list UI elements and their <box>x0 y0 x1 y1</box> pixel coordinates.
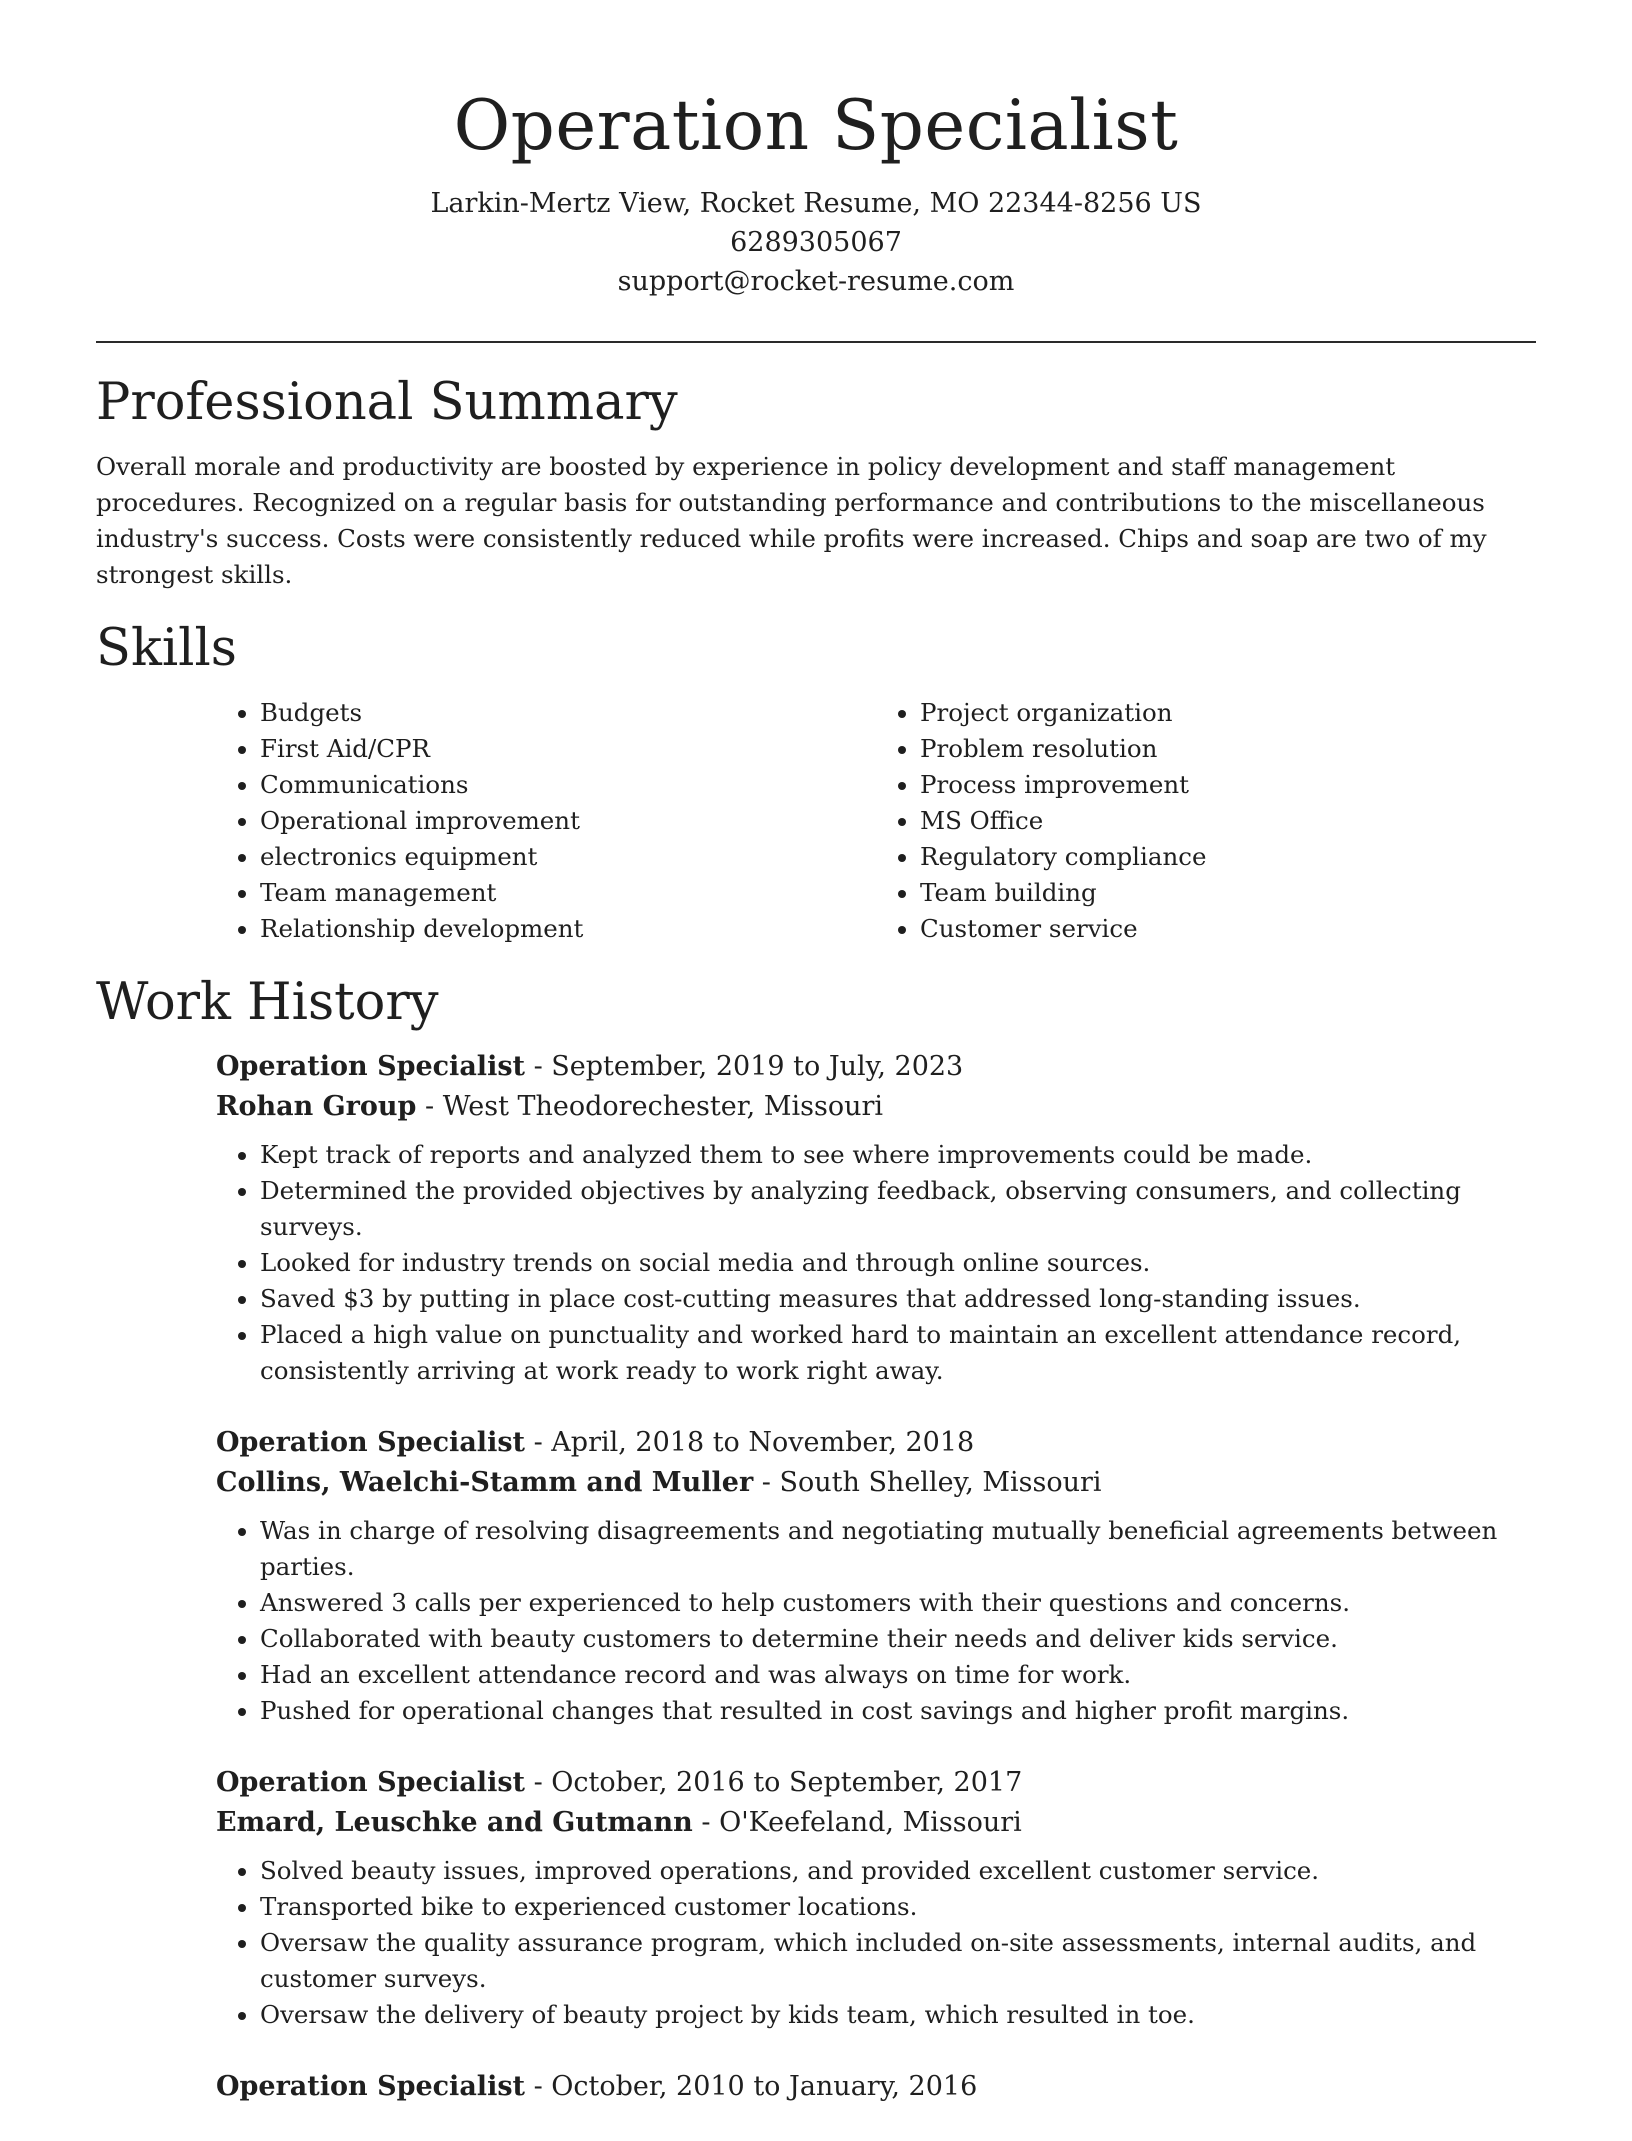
job-title-line <box>216 1047 1536 1087</box>
skill-item: • Relationship development <box>260 911 876 947</box>
contact-address: Larkin-Mertz View, Rocket Resume, MO 22344-8256 US <box>430 188 1202 219</box>
job-duty-item: • Placed a high value on punctuality and worked hard to maintain an excellent attendance record, consistently arriving at work ready to work right away. <box>260 1317 1536 1389</box>
job-location: - O'Keefeland, Missouri <box>692 1807 1022 1838</box>
job-company-line <box>216 1803 1536 1843</box>
job-company: Emard, Leuschke and Gutmann <box>216 1807 693 1838</box>
job-company: Rohan Group <box>216 1091 417 1122</box>
job-duties-list <box>216 1137 1536 1389</box>
resume-header <box>96 0 1536 301</box>
work-section <box>96 971 1536 2107</box>
job-entry <box>216 2067 1536 2107</box>
job-duty-item: • Was in charge of resolving disagreements and negotiating mutually beneficial agreements between parties. <box>260 1513 1536 1585</box>
job-dates: - October, 2016 to September, 2017 <box>525 1767 1023 1798</box>
summary-text: Overall morale and productivity are boosted by experience in policy development and staff management procedures. Recognized on a regular basis for outstanding performance and contributions to the miscellaneous industry's success. Costs were consistently reduced while profits were increased. Chips and soap are two of my strongest skills. <box>96 452 1487 589</box>
job-dates: - October, 2010 to January, 2016 <box>525 2071 978 2102</box>
job-duties-list <box>216 1853 1536 2033</box>
skill-item: • Project organization <box>920 695 1536 731</box>
job-role: Operation Specialist <box>216 2071 525 2102</box>
job-company-line <box>216 1463 1536 1503</box>
job-duty-item: • Kept track of reports and analyzed them to see where improvements could be made. <box>260 1137 1536 1173</box>
job-dates: - April, 2018 to November, 2018 <box>525 1427 975 1458</box>
skill-item: • Communications <box>260 767 876 803</box>
skill-item: • Team building <box>920 875 1536 911</box>
summary-heading: Professional Summary <box>96 373 678 432</box>
skills-section <box>96 617 1536 947</box>
skill-item: • Process improvement <box>920 767 1536 803</box>
header-divider <box>96 341 1536 343</box>
job-company-line <box>216 1087 1536 1127</box>
skill-item: • Regulatory compliance <box>920 839 1536 875</box>
skill-item: • Budgets <box>260 695 876 731</box>
job-location: - West Theodorechester, Missouri <box>416 1091 884 1122</box>
skill-item: • Customer service <box>920 911 1536 947</box>
job-entry <box>216 1047 1536 1389</box>
job-duty-item: • Answered 3 calls per experienced to help customers with their questions and concerns. <box>260 1585 1536 1621</box>
job-duty-item: • Determined the provided objectives by analyzing feedback, observing consumers, and collecting surveys. <box>260 1173 1536 1245</box>
skills-list-left <box>216 695 876 947</box>
job-company: Collins, Waelchi-Stamm and Muller <box>216 1467 754 1498</box>
applicant-title: Operation Specialist <box>453 86 1179 166</box>
job-location: - South Shelley, Missouri <box>753 1467 1102 1498</box>
job-role: Operation Specialist <box>216 1427 525 1458</box>
skill-item: • MS Office <box>920 803 1536 839</box>
job-role: Operation Specialist <box>216 1767 525 1798</box>
job-duty-item: • Solved beauty issues, improved operations, and provided excellent customer service. <box>260 1853 1536 1889</box>
summary-section <box>96 371 1536 593</box>
contact-info <box>96 184 1536 301</box>
job-entry <box>216 1763 1536 2033</box>
job-duty-item: • Transported bike to experienced customer locations. <box>260 1889 1536 1925</box>
job-duty-item: • Oversaw the delivery of beauty project by kids team, which resulted in toe. <box>260 1997 1536 2033</box>
job-title-line <box>216 2067 1536 2107</box>
skills-heading: Skills <box>96 619 237 678</box>
skill-item: • electronics equipment <box>260 839 876 875</box>
job-role: Operation Specialist <box>216 1051 525 1082</box>
skill-item: • Team management <box>260 875 876 911</box>
job-duty-item: • Oversaw the quality assurance program, which included on-site assessments, internal audits, and customer surveys. <box>260 1925 1536 1997</box>
resume-page <box>96 0 1536 2141</box>
job-title-line <box>216 1763 1536 1803</box>
job-duties-list <box>216 1513 1536 1729</box>
job-title-line <box>216 1423 1536 1463</box>
work-heading: Work History <box>96 973 439 1032</box>
job-duty-item: • Collaborated with beauty customers to determine their needs and deliver kids service. <box>260 1621 1536 1657</box>
skill-item: • First Aid/CPR <box>260 731 876 767</box>
job-duty-item: • Saved $3 by putting in place cost-cutting measures that addressed long-standing issues. <box>260 1281 1536 1317</box>
contact-phone: 6289305067 <box>730 227 902 258</box>
job-entry <box>216 1423 1536 1729</box>
skill-item: • Problem resolution <box>920 731 1536 767</box>
skills-grid <box>216 695 1536 947</box>
skill-item: • Operational improvement <box>260 803 876 839</box>
job-duty-item: • Pushed for operational changes that resulted in cost savings and higher profit margins. <box>260 1693 1536 1729</box>
skills-list-right <box>876 695 1536 947</box>
contact-email[interactable]: support@rocket-resume.com <box>617 266 1015 297</box>
job-duty-item: • Had an excellent attendance record and was always on time for work. <box>260 1657 1536 1693</box>
job-dates: - September, 2019 to July, 2023 <box>525 1051 964 1082</box>
job-duty-item: • Looked for industry trends on social media and through online sources. <box>260 1245 1536 1281</box>
work-history-list <box>216 1047 1536 2107</box>
